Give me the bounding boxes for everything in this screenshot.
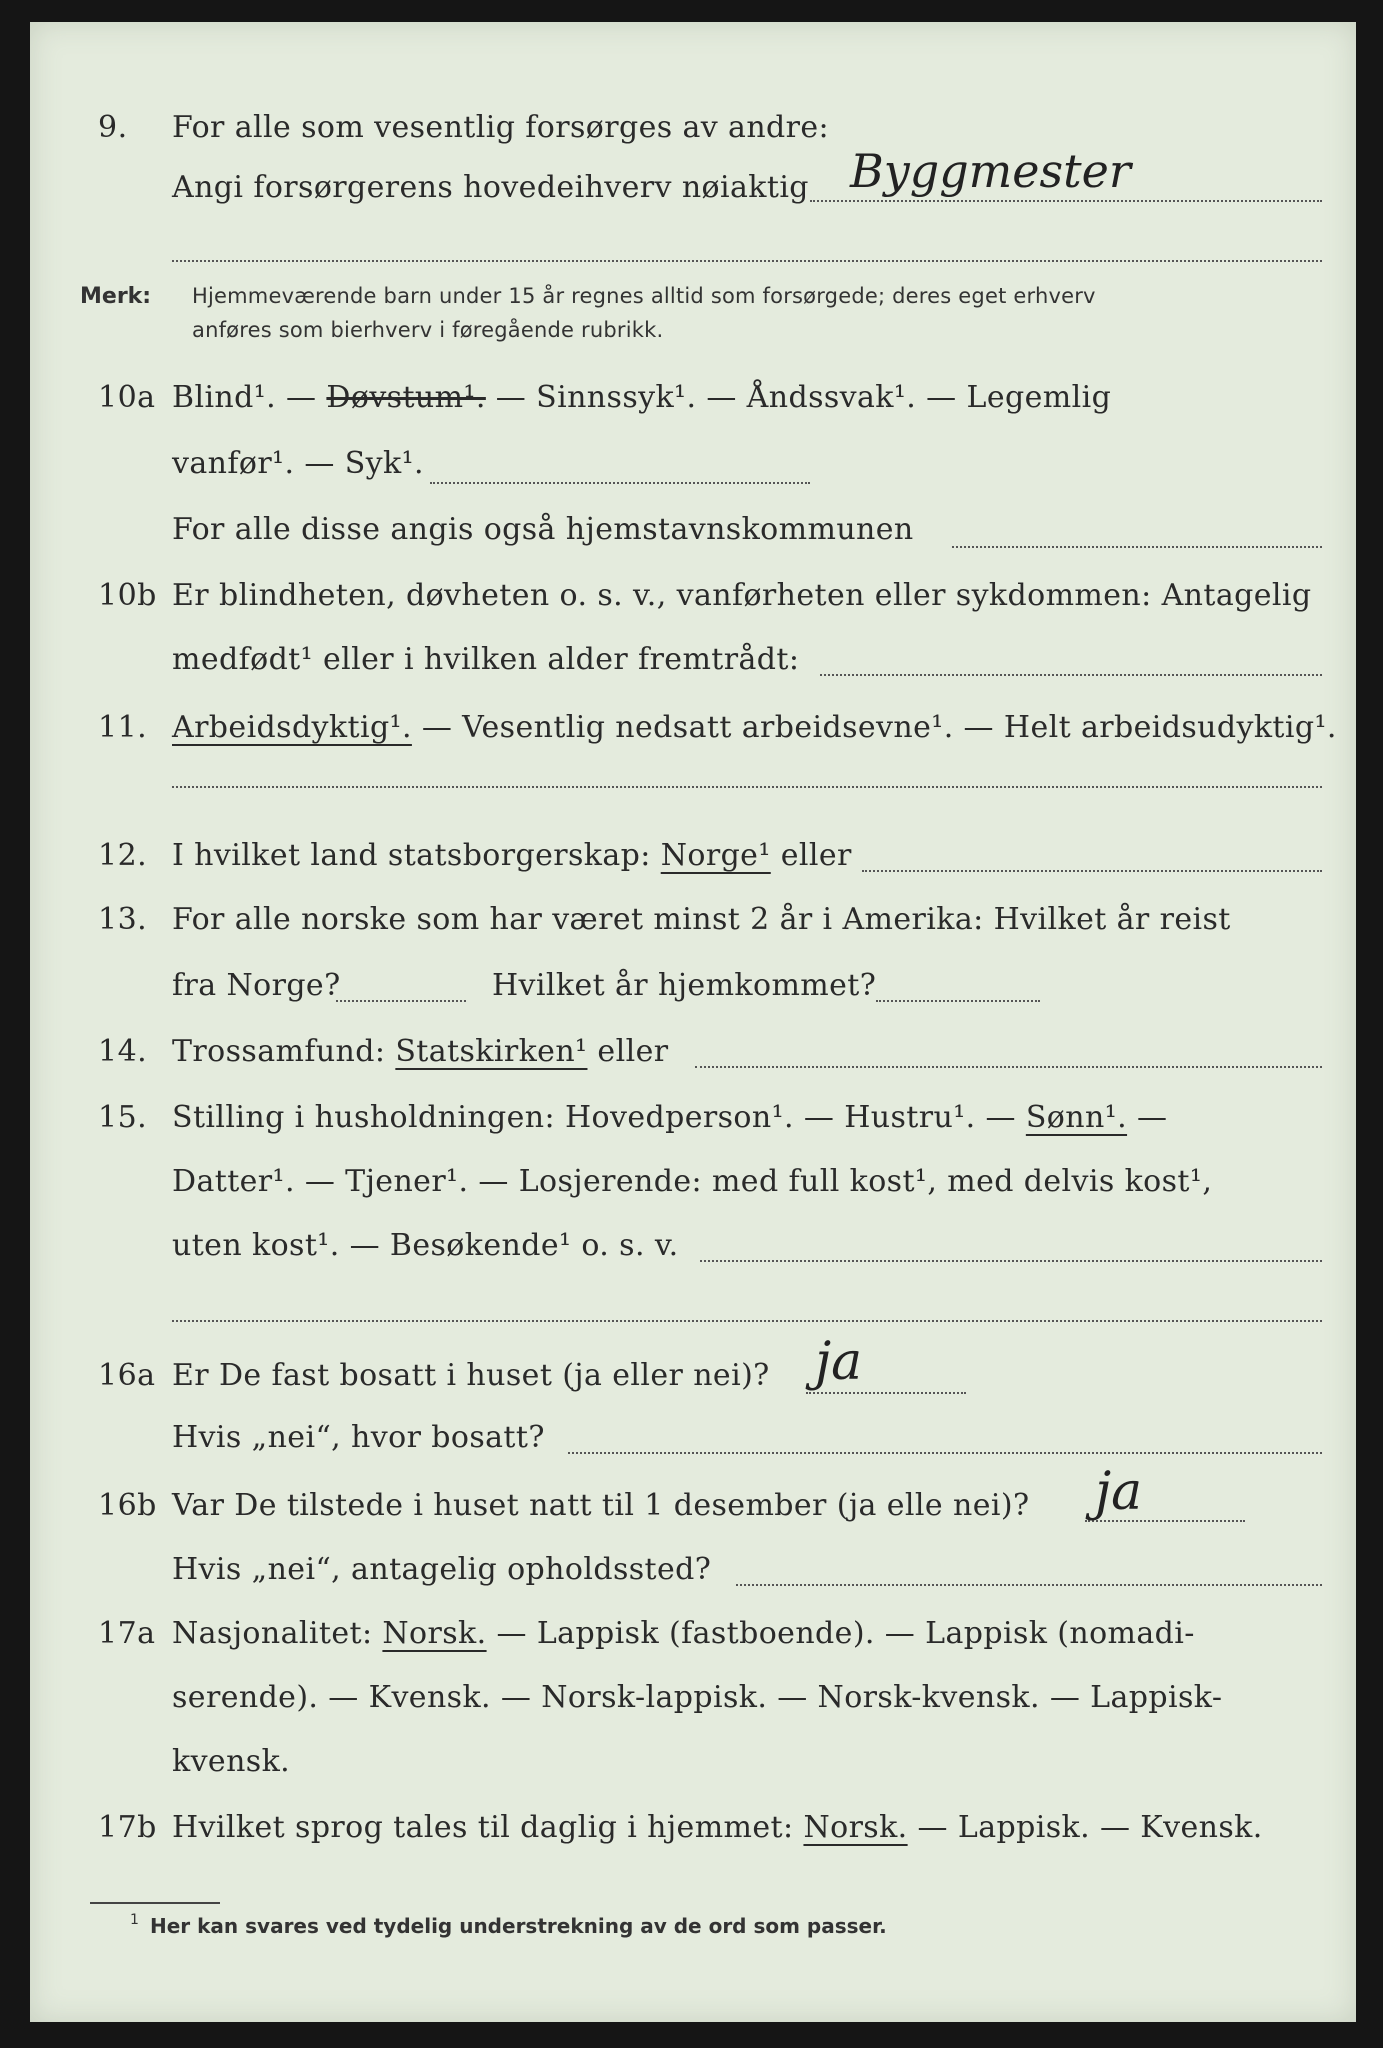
q10a-text-line2: vanfør¹. — Syk¹. (172, 446, 424, 481)
q17b-pre: Hvilket sprog tales til daglig i hjemmet: (172, 1810, 804, 1845)
q9-text-line2: Angi forsørgerens hovedeihverv nøiaktig (172, 170, 809, 205)
q16b-handwritten-answer[interactable]: ja (1095, 1462, 1143, 1522)
q15-text-line2: Datter¹. — Tjener¹. — Losjerende: med full kost¹, med delvis kost¹, (172, 1164, 1213, 1199)
q13-number: 13. (98, 902, 148, 937)
q11-arbeidsdyktig[interactable]: Arbeidsdyktig¹. (172, 710, 412, 745)
census-form-page (30, 22, 1356, 2022)
q16a-answer-line (806, 1392, 966, 1394)
q16b-opholdssted-line (736, 1584, 1322, 1586)
merk-text-line1: Hjemmeværende barn under 15 år regnes alltid som forsørgede; deres eget erhverv (192, 284, 1096, 308)
q9-number: 9. (98, 110, 128, 145)
q17a-text-line3: kvensk. (172, 1744, 291, 1779)
footnote-rule (90, 1902, 220, 1904)
q15-extra-line (172, 1320, 1322, 1322)
q16a-text-line2: Hvis „nei“, hvor bosatt? (172, 1420, 545, 1455)
q14-post: eller (587, 1034, 669, 1069)
q14-pre: Trossamfund: (172, 1034, 396, 1069)
q12-number: 12. (98, 838, 148, 873)
q14-statskirken[interactable]: Statskirken¹ (395, 1034, 588, 1069)
q17a-text-line2: serende). — Kvensk. — Norsk-lappisk. — Norsk-kvensk. — Lappisk- (172, 1680, 1223, 1715)
q13-text-line2b: Hvilket år hjemkommet? (492, 968, 877, 1003)
footnote-text: Her kan svares ved tydelig understrekning av de ord som passer. (150, 1914, 887, 1938)
merk-text-line2: anføres som bierhverv i føregående rubrikk. (192, 318, 664, 342)
q11-number: 11. (98, 710, 148, 745)
q10a-syk-line (430, 482, 810, 484)
q10a-rest: — Sinnssyk¹. — Åndssvak¹. — Legemlig (485, 380, 1112, 415)
q14-number: 14. (98, 1034, 148, 1069)
q11-rest: — Vesentlig nedsatt arbeidsevne¹. — Helt arbeidsudyktig¹. (411, 710, 1337, 745)
q10a-dovstum[interactable]: Døvstum¹. (326, 380, 486, 415)
q11-extra-line (172, 786, 1322, 788)
q17a-number: 17a (98, 1616, 156, 1651)
q15-text-line3: uten kost¹. — Besøkende¹ o. s. v. (172, 1228, 679, 1263)
q12-post: eller (770, 838, 852, 873)
q16b-number: 16b (98, 1488, 157, 1523)
q9-extra-line (172, 260, 1322, 262)
q9-answer-line (810, 200, 1322, 202)
q12-answer-line (862, 870, 1322, 872)
q16b-text-line1: Var De tilstede i huset natt til 1 desember (ja elle nei)? (172, 1488, 1030, 1523)
q10a-kommune-line (952, 546, 1322, 548)
q10a-text-line3: For alle disse angis også hjemstavnskommunen (172, 512, 914, 547)
q9-handwritten-answer[interactable]: Byggmester (850, 144, 1131, 198)
q17b-norsk[interactable]: Norsk. (803, 1810, 908, 1845)
q10b-text-line2: medfødt¹ eller i hvilken alder fremtrådt: (172, 642, 800, 677)
q15-text-a: Stilling i husholdningen: Hovedperson¹. — Hustru¹. — (172, 1100, 1026, 1135)
q10b-answer-line (820, 674, 1322, 676)
q13-text-line1: For alle norske som har været minst 2 år i Amerika: Hvilket år reist (172, 902, 1231, 937)
q16a-bosatt-line (568, 1452, 1322, 1454)
q15-number: 15. (98, 1100, 148, 1135)
q10a-number: 10a (98, 380, 156, 415)
q10b-number: 10b (98, 578, 157, 613)
q17b-number: 17b (98, 1810, 157, 1845)
q16a-text-line1: Er De fast bosatt i huset (ja eller nei)? (172, 1358, 770, 1393)
q17a-rest: — Lappisk (fastboende). — Lappisk (nomadi- (486, 1616, 1195, 1651)
q17b-post: — Lappisk. — Kvensk. (907, 1810, 1263, 1845)
merk-label: Merk: (80, 284, 152, 309)
q13-hjemkommet-line (876, 1000, 1040, 1002)
q16a-handwritten-answer[interactable]: ja (815, 1332, 863, 1392)
q13-text-line2a: fra Norge? (172, 968, 341, 1003)
q17a-pre: Nasjonalitet: (172, 1616, 383, 1651)
q13-reist-line (336, 1000, 466, 1002)
q12-pre: I hvilket land statsborgerskap: (172, 838, 661, 873)
q17a-norsk[interactable]: Norsk. (382, 1616, 487, 1651)
footnote-mark: 1 (130, 1912, 139, 1928)
q15-sonn[interactable]: Sønn¹. (1025, 1100, 1128, 1135)
q14-answer-line (695, 1066, 1322, 1068)
q9-text-line1: For alle som vesentlig forsørges av andre: (172, 110, 830, 145)
q12-norge[interactable]: Norge¹ (660, 838, 771, 873)
q16b-text-line2: Hvis „nei“, antagelig opholdssted? (172, 1552, 712, 1587)
q10b-text-line1: Er blindheten, døvheten o. s. v., vanførheten eller sykdommen: Antagelig (172, 578, 1312, 613)
q15-answer-line (700, 1260, 1322, 1262)
q15-text-c: — (1127, 1100, 1168, 1135)
q16a-number: 16a (98, 1358, 156, 1393)
q10a-blind: Blind¹. — (172, 380, 327, 415)
